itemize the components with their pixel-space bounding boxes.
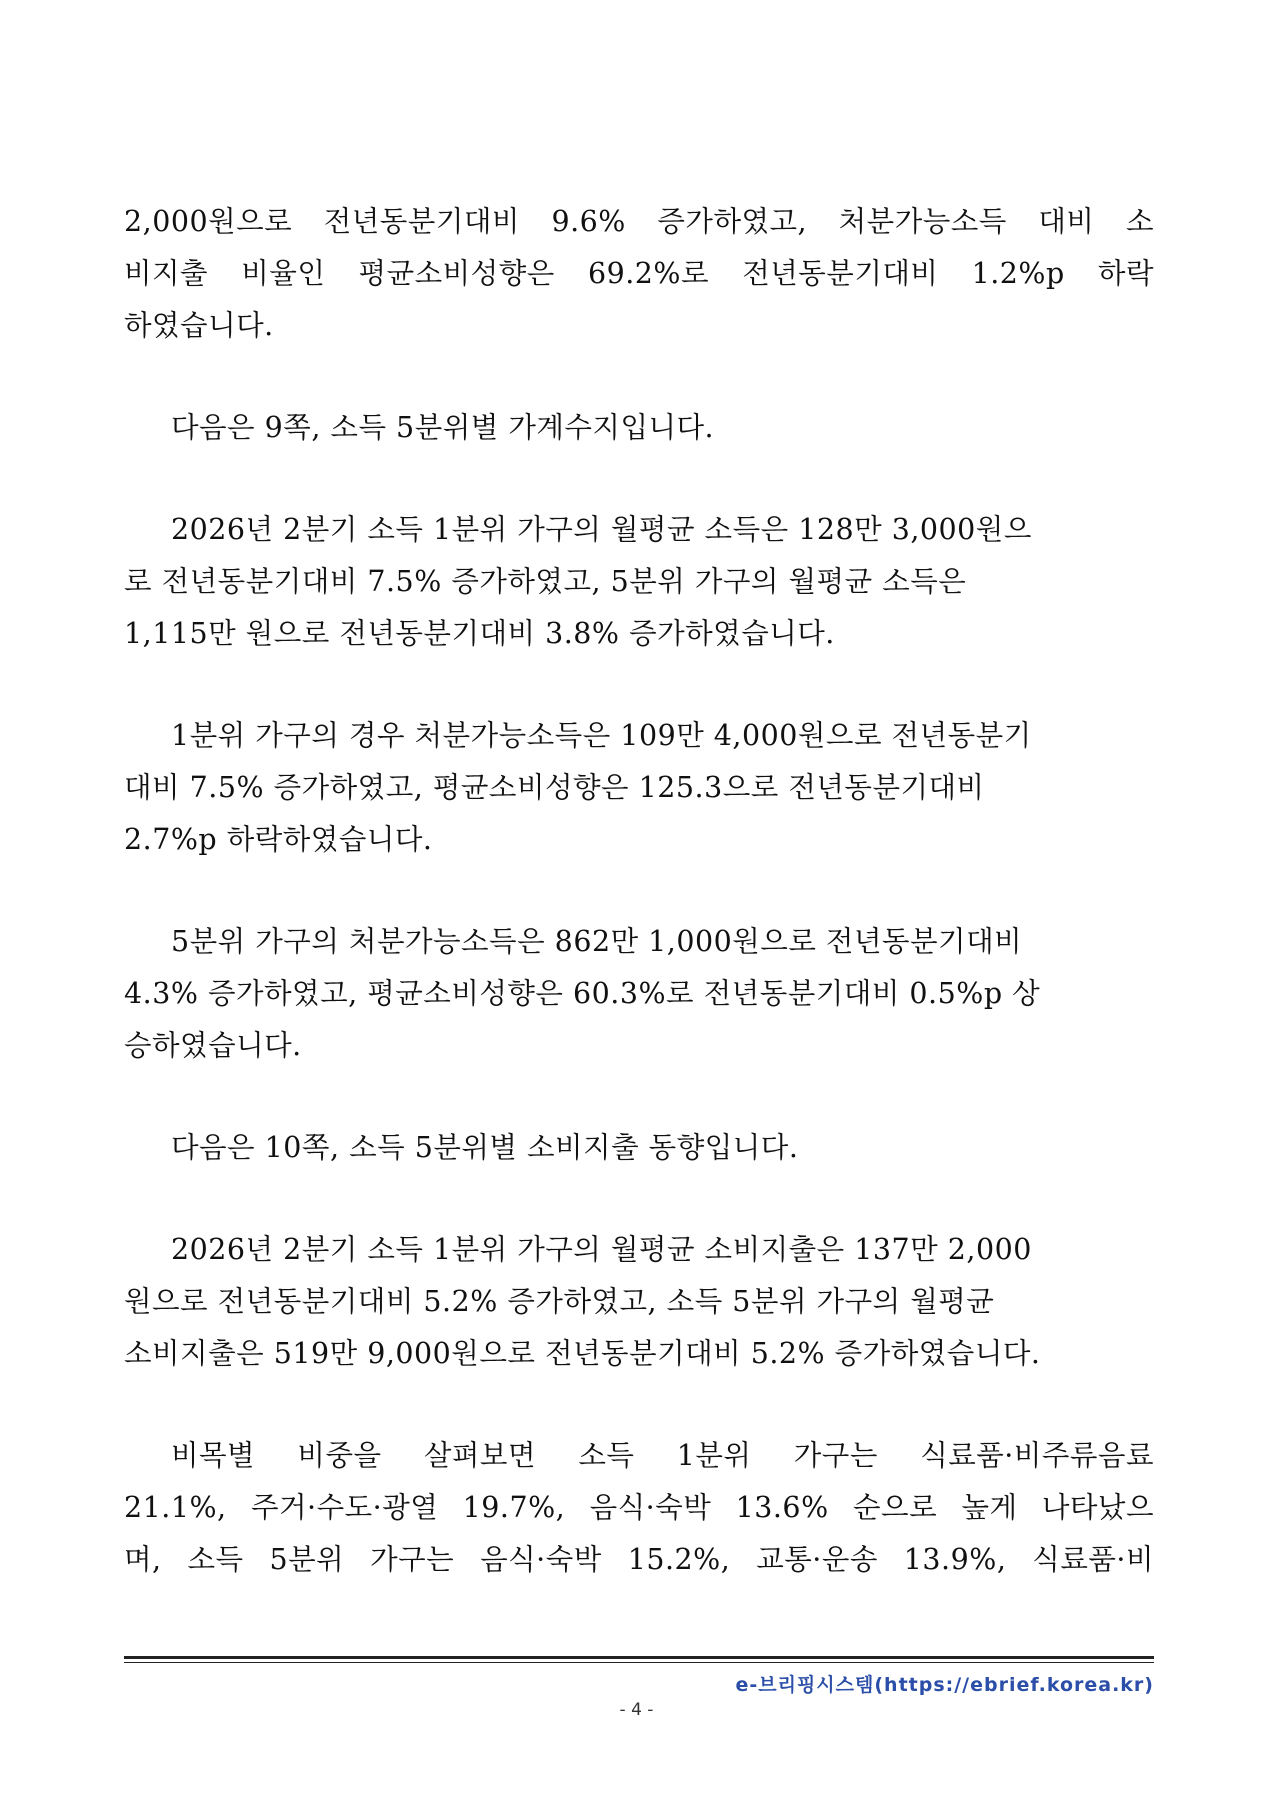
- line: 4.3% 증가하였고, 평균소비성향은 60.3%로 전년동분기대비 0.5%p 상: [124, 977, 1041, 1010]
- line: 2,000원으로 전년동분기대비 9.6% 증가하였고, 처분가능소득 대비 소: [124, 205, 1154, 238]
- line: 2026년 2분기 소득 1분위 가구의 월평균 소득은 128만 3,000원으: [171, 513, 1032, 546]
- line: 1분위 가구의 경우 처분가능소득은 109만 4,000원으로 전년동분기: [171, 719, 1032, 752]
- line: 비지출 비율인 평균소비성향은 69.2%로 전년동분기대비 1.2%p 하락: [124, 257, 1154, 290]
- line: 원으로 전년동분기대비 5.2% 증가하였고, 소득 5분위 가구의 월평균: [124, 1285, 995, 1318]
- line: 승하였습니다.: [124, 1029, 302, 1062]
- paragraph-5: [124, 916, 1154, 1072]
- line: 로 전년동분기대비 7.5% 증가하였고, 5분위 가구의 월평균 소득은: [124, 565, 967, 598]
- footer-brand: e-브리핑시스템(https://ebrief.korea.kr): [735, 1674, 1154, 1696]
- line: 5분위 가구의 처분가능소득은 862만 1,000원으로 전년동분기대비: [171, 925, 1023, 958]
- line: 며, 소득 5분위 가구는 음식·숙박 15.2%, 교통·운송 13.9%, 식료품·비: [124, 1543, 1154, 1576]
- paragraph-1: [124, 196, 1154, 352]
- document-body: [124, 196, 1154, 1636]
- line: 다음은 9쪽, 소득 5분위별 가계수지입니다.: [171, 411, 715, 444]
- line: 다음은 10쪽, 소득 5분위별 소비지출 동향입니다.: [171, 1131, 799, 1164]
- divider-thin: [124, 1662, 1154, 1663]
- line: 하였습니다.: [124, 309, 274, 342]
- line: 소비지출은 519만 9,000원으로 전년동분기대비 5.2% 증가하였습니다.: [124, 1337, 1041, 1370]
- paragraph-4: [124, 710, 1154, 866]
- paragraph-3: [124, 504, 1154, 660]
- line: 비목별 비중을 살펴보면 소득 1분위 가구는 식료품·비주류음료: [171, 1439, 1154, 1472]
- paragraph-6: [124, 1122, 1154, 1174]
- paragraph-8: [124, 1430, 1154, 1586]
- paragraph-2: [124, 402, 1154, 454]
- line: 21.1%, 주거·수도·광열 19.7%, 음식·숙박 13.6% 순으로 높게 나타났으: [124, 1491, 1154, 1524]
- line: 2.7%p 하락하였습니다.: [124, 823, 433, 856]
- paragraph-7: [124, 1224, 1154, 1380]
- page-number: - 4 -: [619, 1700, 654, 1720]
- footer-divider: [124, 1656, 1154, 1663]
- line: 대비 7.5% 증가하였고, 평균소비성향은 125.3으로 전년동분기대비: [124, 771, 985, 804]
- divider-thick: [124, 1656, 1154, 1659]
- line: 2026년 2분기 소득 1분위 가구의 월평균 소비지출은 137만 2,000: [171, 1233, 1032, 1266]
- line: 1,115만 원으로 전년동분기대비 3.8% 증가하였습니다.: [124, 617, 835, 650]
